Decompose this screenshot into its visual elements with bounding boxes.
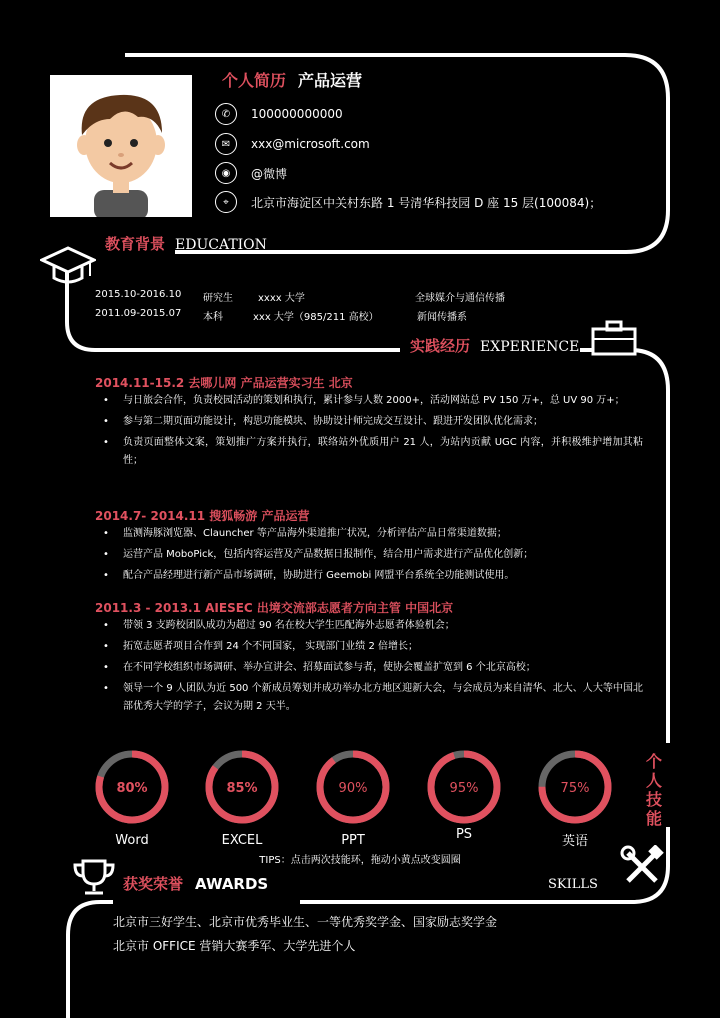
award-item: 北京市三好学生、北京市优秀毕业生、一等优秀奖学金、国家励志奖学金 bbox=[113, 915, 498, 929]
skill-ps[interactable] bbox=[424, 749, 504, 842]
edu-school: xxxx 大学 bbox=[258, 293, 305, 304]
skill-ring[interactable] bbox=[94, 749, 170, 825]
weibo-icon: ◉ bbox=[215, 162, 237, 184]
job-bullets bbox=[103, 392, 643, 470]
job-bullets bbox=[103, 525, 643, 585]
edu-major: 全球媒介与通信传播 bbox=[415, 293, 505, 304]
experience-title-cn: 实践经历 bbox=[410, 337, 471, 355]
awards-title bbox=[123, 873, 268, 894]
skill-ring[interactable] bbox=[537, 749, 613, 825]
edu-major: 新闻传播系 bbox=[417, 312, 467, 323]
graduation-cap-icon bbox=[40, 244, 96, 288]
weibo-text: @微博 bbox=[251, 166, 288, 181]
trophy-icon bbox=[72, 858, 116, 898]
phone-text: 100000000000 bbox=[251, 107, 343, 121]
skills-title-cn: 个人技能 bbox=[645, 752, 662, 828]
tools-icon bbox=[620, 845, 666, 887]
job-bullet: • 监测海豚浏览器、Clauncher 等产品海外渠道推广状况，分析评估产品日常渠道数据； bbox=[103, 525, 643, 543]
edu-degree: 研究生 bbox=[203, 293, 233, 304]
job-title: 2014.7- 2014.11 搜狐畅游 产品运营 bbox=[95, 509, 310, 523]
edu-degree: 本科 bbox=[203, 312, 223, 323]
education-row bbox=[95, 308, 467, 323]
skill-name: 英语 bbox=[561, 834, 588, 849]
avatar bbox=[50, 75, 192, 217]
awards-title-cn: 获奖荣誉 bbox=[123, 875, 184, 893]
education-title bbox=[105, 233, 267, 254]
experience-title bbox=[410, 335, 579, 356]
email-icon: ✉ bbox=[215, 133, 237, 155]
skill-name: Word bbox=[115, 833, 149, 848]
experience-title-en: EXPERIENCE bbox=[480, 339, 580, 355]
skill-percent: 90% bbox=[338, 781, 368, 796]
skill-ppt[interactable] bbox=[313, 749, 393, 848]
skill-name: PS bbox=[455, 827, 473, 842]
skill-percent: 75% bbox=[560, 781, 590, 796]
education-title-en: EDUCATION bbox=[175, 237, 267, 253]
edu-period: 2015.10-2016.10 bbox=[95, 289, 182, 300]
job-bullet: • 领导一个 9 人团队为近 500 个新成员筹划并成功举办北方地区迎新大会，与会成员为来自清华、北大、人大等中国北部优秀大学的学子，会议为期 2 天半。 bbox=[103, 680, 643, 716]
job-bullet: • 带领 3 支跨校团队成功为超过 90 名在校大学生匹配海外志愿者体验机会； bbox=[103, 617, 643, 635]
skill-percent: 85% bbox=[226, 781, 258, 796]
job-bullet: • 在不同学校组织市场调研、举办宣讲会、招募面试参与者，使协会覆盖扩宽到 6 个北京高校； bbox=[103, 659, 643, 677]
skills-tips: TIPS：点击两次技能环，拖动小黄点改变圆圈 bbox=[259, 855, 461, 866]
skill-name: EXCEL bbox=[221, 833, 263, 848]
job-bullet: • 运营产品 MoboPick，包括内容运营及产品数据日报制作，结合用户需求进行产品优化创新； bbox=[103, 546, 643, 564]
skills-title-en: SKILLS bbox=[548, 877, 598, 892]
address-text: 北京市海淀区中关村东路 1 号清华科技园 D 座 15 层(100084)； bbox=[251, 195, 602, 210]
award-item: 北京市 OFFICE 营销大赛季军、大学先进个人 bbox=[113, 939, 356, 953]
job-bullet: • 负责页面整体文案，策划推广方案并执行，联络站外优质用户 21 人，为站内贡献 UGC 内容，并积极维护增加其粘性； bbox=[103, 434, 643, 470]
skill-excel[interactable] bbox=[202, 749, 282, 848]
skill-name: PPT bbox=[341, 833, 365, 848]
skill-ring[interactable] bbox=[315, 749, 391, 825]
job-title: 2014.11-15.2 去哪儿网 产品运营实习生 北京 bbox=[95, 376, 353, 390]
job-title: 2011.3 - 2013.1 AIESEC 出境交流部志愿者方向主管 中国北京 bbox=[95, 601, 454, 615]
phone-icon: ✆ bbox=[215, 103, 237, 125]
skill-english[interactable] bbox=[535, 749, 615, 849]
skill-percent: 80% bbox=[116, 781, 148, 796]
skill-ring[interactable] bbox=[204, 749, 280, 825]
contact-address bbox=[215, 191, 601, 213]
edu-school: xxx 大学（985/211 高校） bbox=[253, 312, 379, 323]
education-title-cn: 教育背景 bbox=[105, 235, 166, 253]
edu-period: 2011.09-2015.07 bbox=[95, 308, 182, 319]
contact-phone bbox=[215, 103, 343, 125]
education-row bbox=[95, 289, 505, 304]
job-bullet: • 参与第二期页面功能设计，构思功能模块、协助设计师完成交互设计、跟进开发团队优化需求； bbox=[103, 413, 643, 431]
resume-title bbox=[222, 68, 362, 91]
awards-title-en: AWARDS bbox=[195, 875, 269, 893]
email-text: xxx@microsoft.com bbox=[251, 137, 370, 151]
briefcase-icon bbox=[590, 320, 638, 356]
skill-ring[interactable] bbox=[426, 749, 502, 825]
job-bullet: • 与日旅会合作，负责校园活动的策划和执行，累计参与人数 2000+，活动网站总 PV 150 万+，总 UV 90 万+； bbox=[103, 392, 643, 410]
job-bullets bbox=[103, 617, 643, 716]
contact-email bbox=[215, 133, 370, 155]
resume-role: 产品运营 bbox=[298, 71, 363, 90]
skill-percent: 95% bbox=[449, 781, 479, 796]
contact-weibo bbox=[215, 162, 287, 184]
skill-word[interactable] bbox=[92, 749, 172, 848]
location-icon: ⌖ bbox=[215, 191, 237, 213]
resume-title-cn: 个人简历 bbox=[222, 71, 287, 90]
job-bullet: • 拓宽志愿者项目合作到 24 个不同国家， 实现部门业绩 2 倍增长； bbox=[103, 638, 643, 656]
job-bullet: • 配合产品经理进行新产品市场调研，协助进行 Geemobi 网盟平台系统全功能测试使用。 bbox=[103, 567, 643, 585]
